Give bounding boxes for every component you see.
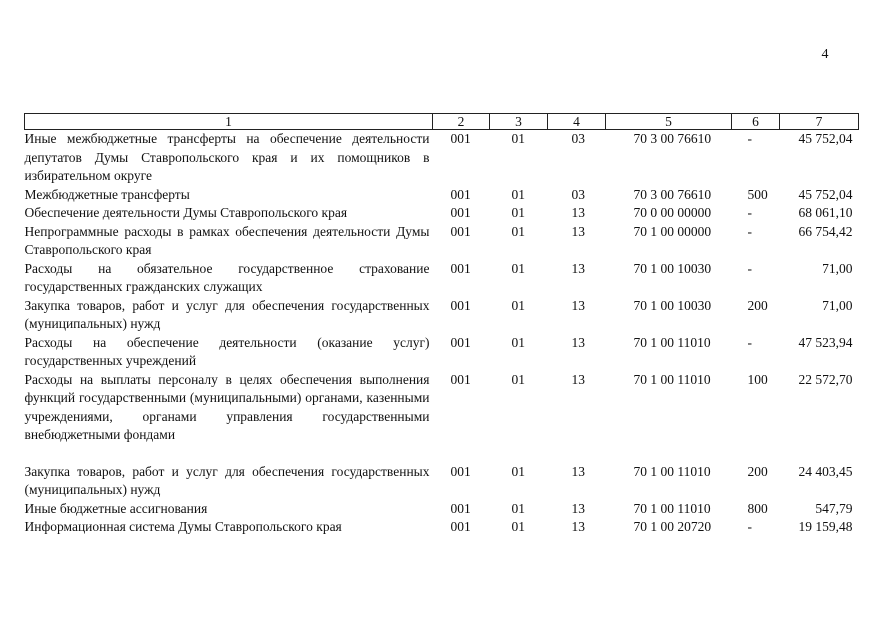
row-ministry-code: 001 [450,260,471,276]
header-col-3: 3 [490,114,548,130]
table-spacer [25,445,859,463]
table-row [25,223,859,260]
row-amount: 71,00 [822,297,853,313]
row-name: Расходы на обязательное государственное страхование государственных гражданских служащих [24,260,430,294]
row-expense-type: - [747,223,752,239]
row-subsection-code: 13 [571,519,585,534]
row-ministry-code: 001 [450,519,471,534]
row-target-code: 70 1 00 00000 [633,223,712,239]
row-expense-type: - [747,260,752,276]
table-header-row [25,114,859,130]
row-amount: 45 752,04 [798,131,853,146]
row-subsection-code: 13 [571,260,585,276]
row-target-code: 70 1 00 20720 [633,519,712,534]
row-name: Иные межбюджетные трансферты на обеспечение деятельности депутатов Думы Ставропольского края и их помощников в избирательном округе [24,131,430,183]
row-section-code: 01 [511,463,525,479]
table-row [25,204,859,223]
header-col-4: 4 [548,114,606,130]
row-name: Иные бюджетные ассигнования [24,500,208,516]
row-target-code: 70 1 00 10030 [633,260,712,276]
row-expense-type: - [747,519,752,534]
row-ministry-code: 001 [450,500,471,516]
row-subsection-code: 13 [571,500,585,516]
row-name: Непрограммные расходы в рамках обеспечения деятельности Думы Ставропольского края [24,223,430,257]
row-subsection-code: 13 [571,371,585,387]
table-row [25,334,859,371]
row-expense-type: 500 [747,186,768,202]
row-name: Закупка товаров, работ и услуг для обеспечения государственных (муниципальных) нужд [24,463,430,497]
table-row [25,518,859,537]
row-name: Закупка товаров, работ и услуг для обеспечения государственных (муниципальных) нужд [24,297,430,331]
row-name: Расходы на обеспечение деятельности (оказание услуг) государственных учреждений [24,334,430,368]
row-section-code: 01 [511,186,525,202]
row-amount: 19 159,48 [798,519,853,534]
row-amount: 547,79 [815,500,853,516]
row-target-code: 70 1 00 10030 [633,297,712,313]
row-section-code: 01 [511,205,525,220]
row-subsection-code: 13 [571,334,585,350]
header-col-7: 7 [780,114,859,130]
row-section-code: 01 [511,500,525,516]
row-expense-type: 200 [747,297,768,313]
row-target-code: 70 3 00 76610 [633,186,712,202]
row-subsection-code: 13 [571,297,585,313]
row-expense-type: 100 [747,371,768,387]
table-row [25,260,859,297]
row-section-code: 01 [511,297,525,313]
row-ministry-code: 001 [450,186,471,202]
row-amount: 66 754,42 [798,223,853,239]
row-section-code: 01 [511,131,525,146]
table-row [25,186,859,205]
row-amount: 71,00 [822,260,853,276]
row-expense-type: - [747,205,752,220]
row-target-code: 70 1 00 11010 [633,334,711,350]
row-subsection-code: 03 [571,131,585,146]
row-amount: 22 572,70 [798,371,853,387]
row-expense-type: 800 [747,500,768,516]
row-expense-type: - [747,131,752,146]
row-expense-type: 200 [747,463,768,479]
row-subsection-code: 13 [571,463,585,479]
table-row [25,297,859,334]
row-subsection-code: 13 [571,205,585,220]
row-section-code: 01 [511,334,525,350]
budget-table [24,113,859,537]
row-amount: 45 752,04 [798,186,853,202]
row-target-code: 70 0 00 00000 [633,205,712,220]
row-expense-type: - [747,334,752,350]
row-amount: 47 523,94 [798,334,853,350]
row-section-code: 01 [511,519,525,534]
row-subsection-code: 13 [571,223,585,239]
header-col-6: 6 [732,114,780,130]
row-ministry-code: 001 [450,463,471,479]
row-ministry-code: 001 [450,205,471,220]
header-col-5: 5 [606,114,732,130]
row-section-code: 01 [511,223,525,239]
row-target-code: 70 1 00 11010 [633,371,711,387]
row-ministry-code: 001 [450,131,471,146]
table-row [25,500,859,519]
row-target-code: 70 1 00 11010 [633,500,711,516]
row-section-code: 01 [511,371,525,387]
table-row [25,130,859,186]
table-row [25,463,859,500]
row-amount: 68 061,10 [798,205,853,220]
row-subsection-code: 03 [571,186,585,202]
row-name: Межбюджетные трансферты [24,186,190,202]
header-col-1: 1 [25,114,433,130]
row-target-code: 70 3 00 76610 [633,131,712,146]
row-ministry-code: 001 [450,371,471,387]
row-target-code: 70 1 00 11010 [633,463,711,479]
row-section-code: 01 [511,260,525,276]
row-name: Информационная система Думы Ставропольского края [24,519,342,534]
page-number: 4 [821,47,829,62]
row-ministry-code: 001 [450,223,471,239]
row-amount: 24 403,45 [798,463,853,479]
row-ministry-code: 001 [450,297,471,313]
table-row [25,371,859,445]
row-name: Обеспечение деятельности Думы Ставропольского края [24,205,348,220]
row-name: Расходы на выплаты персоналу в целях обеспечения выполнения функций государственными (муниципальными) органами, казенными учреждениями, органами управления государственными внебюджетными фондами [24,371,430,442]
header-col-2: 2 [433,114,490,130]
row-ministry-code: 001 [450,334,471,350]
